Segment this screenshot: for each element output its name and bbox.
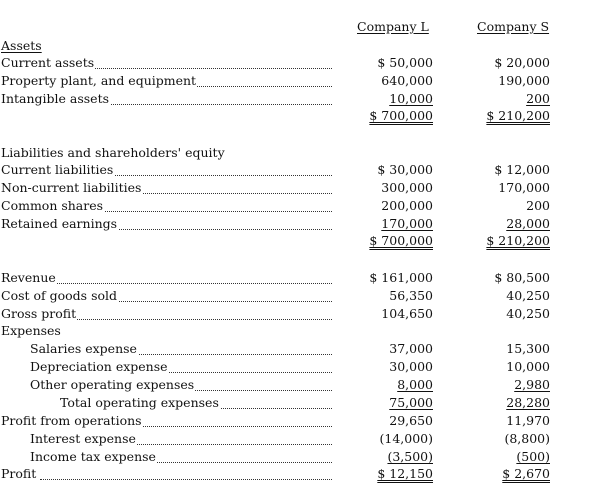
current-liabilities-label: Current liabilities [1, 162, 114, 177]
intangible-assets-row [0, 90, 600, 108]
interest-l: (14,000) [379, 431, 433, 446]
expenses-title-row [0, 322, 600, 340]
leader-dots [40, 477, 332, 480]
noncurrent-liabilities-l: 300,000 [381, 180, 433, 195]
revenue-l: $ 161,000 [369, 270, 433, 285]
noncurrent-liabilities-row [0, 179, 600, 197]
tax-label: Income tax expense [30, 449, 156, 464]
profit-l: $ 12,150 [377, 466, 433, 481]
assets-title: Assets [1, 38, 42, 53]
profit-ops-row [0, 412, 600, 430]
salaries-label: Salaries expense [30, 341, 137, 356]
retained-earnings-row [0, 215, 600, 233]
profit-ops-s: 11,970 [506, 413, 550, 428]
salaries-s: 15,300 [506, 341, 550, 356]
profit-label: Profit [1, 466, 37, 481]
ppe-l: 640,000 [381, 73, 433, 88]
profit-row [0, 465, 600, 483]
ppe-row [0, 72, 600, 90]
other-opex-l: 8,000 [397, 377, 433, 392]
ppe-label: Property plant, and equipment [1, 73, 197, 88]
ppe-s: 190,000 [498, 73, 550, 88]
current-assets-label: Current assets [1, 55, 95, 70]
profit-ops-l: 29,650 [389, 413, 433, 428]
revenue-s: $ 80,500 [494, 270, 550, 285]
profit-s: $ 2,670 [502, 466, 550, 481]
noncurrent-liabilities-label: Non-current liabilities [1, 180, 142, 195]
intangible-assets-l: 10,000 [389, 91, 433, 106]
tax-s: (500) [516, 449, 550, 464]
salaries-l: 37,000 [389, 341, 433, 356]
depreciation-label: Depreciation expense [30, 359, 168, 374]
current-liabilities-s: $ 12,000 [494, 162, 550, 177]
current-assets-l: $ 50,000 [377, 55, 433, 70]
assets-total-s: $ 210,200 [486, 108, 550, 123]
retained-earnings-s: 28,000 [506, 216, 550, 231]
salaries-row [0, 340, 600, 358]
tax-row [0, 448, 600, 466]
expenses-title: Expenses [1, 323, 61, 338]
cogs-row [0, 287, 600, 305]
liabilities-total-s: $ 210,200 [486, 233, 550, 248]
header-company-l: Company L [357, 19, 429, 34]
other-opex-row [0, 376, 600, 394]
liabilities-title: Liabilities and shareholders' equity [1, 145, 225, 160]
liabilities-total-l: $ 700,000 [369, 233, 433, 248]
current-assets-s: $ 20,000 [494, 55, 550, 70]
current-liabilities-row [0, 161, 600, 179]
total-opex-s: 28,280 [506, 395, 550, 410]
common-shares-row [0, 197, 600, 215]
common-shares-s: 200 [526, 198, 550, 213]
other-opex-label: Other operating expenses [30, 377, 195, 392]
total-opex-l: 75,000 [389, 395, 433, 410]
revenue-row [0, 269, 600, 287]
interest-row [0, 430, 600, 448]
gross-profit-s: 40,250 [506, 306, 550, 321]
common-shares-label: Common shares [1, 198, 104, 213]
liabilities-title-row [0, 144, 600, 162]
gross-profit-row [0, 305, 600, 323]
gross-profit-l: 104,650 [381, 306, 433, 321]
total-opex-row [0, 394, 600, 412]
common-shares-l: 200,000 [381, 198, 433, 213]
retained-earnings-label: Retained earnings [1, 216, 118, 231]
interest-label: Interest expense [30, 431, 136, 446]
assets-total-row [0, 107, 600, 125]
current-assets-row [0, 54, 600, 72]
cogs-s: 40,250 [506, 288, 550, 303]
cogs-label: Cost of goods sold [1, 288, 118, 303]
interest-s: (8,800) [504, 431, 550, 446]
gross-profit-label: Gross profit [1, 306, 77, 321]
intangible-assets-label: Intangible assets [1, 91, 110, 106]
other-opex-s: 2,980 [514, 377, 550, 392]
intangible-assets-s: 200 [526, 91, 550, 106]
revenue-label: Revenue [1, 270, 56, 285]
noncurrent-liabilities-s: 170,000 [498, 180, 550, 195]
liabilities-total-row [0, 232, 600, 250]
leader-dots [40, 281, 332, 284]
retained-earnings-l: 170,000 [381, 216, 433, 231]
profit-ops-label: Profit from operations [1, 413, 142, 428]
total-opex-label: Total operating expenses [60, 395, 219, 410]
tax-l: (3,500) [387, 449, 433, 464]
depreciation-s: 10,000 [506, 359, 550, 374]
leader-dots [40, 317, 332, 320]
leader-dots [60, 66, 332, 69]
header-company-s: Company S [477, 19, 550, 34]
cogs-l: 56,350 [389, 288, 433, 303]
current-liabilities-l: $ 30,000 [377, 162, 433, 177]
depreciation-row [0, 358, 600, 376]
assets-total-l: $ 700,000 [369, 108, 433, 123]
assets-title-row [0, 37, 600, 55]
depreciation-l: 30,000 [389, 359, 433, 374]
